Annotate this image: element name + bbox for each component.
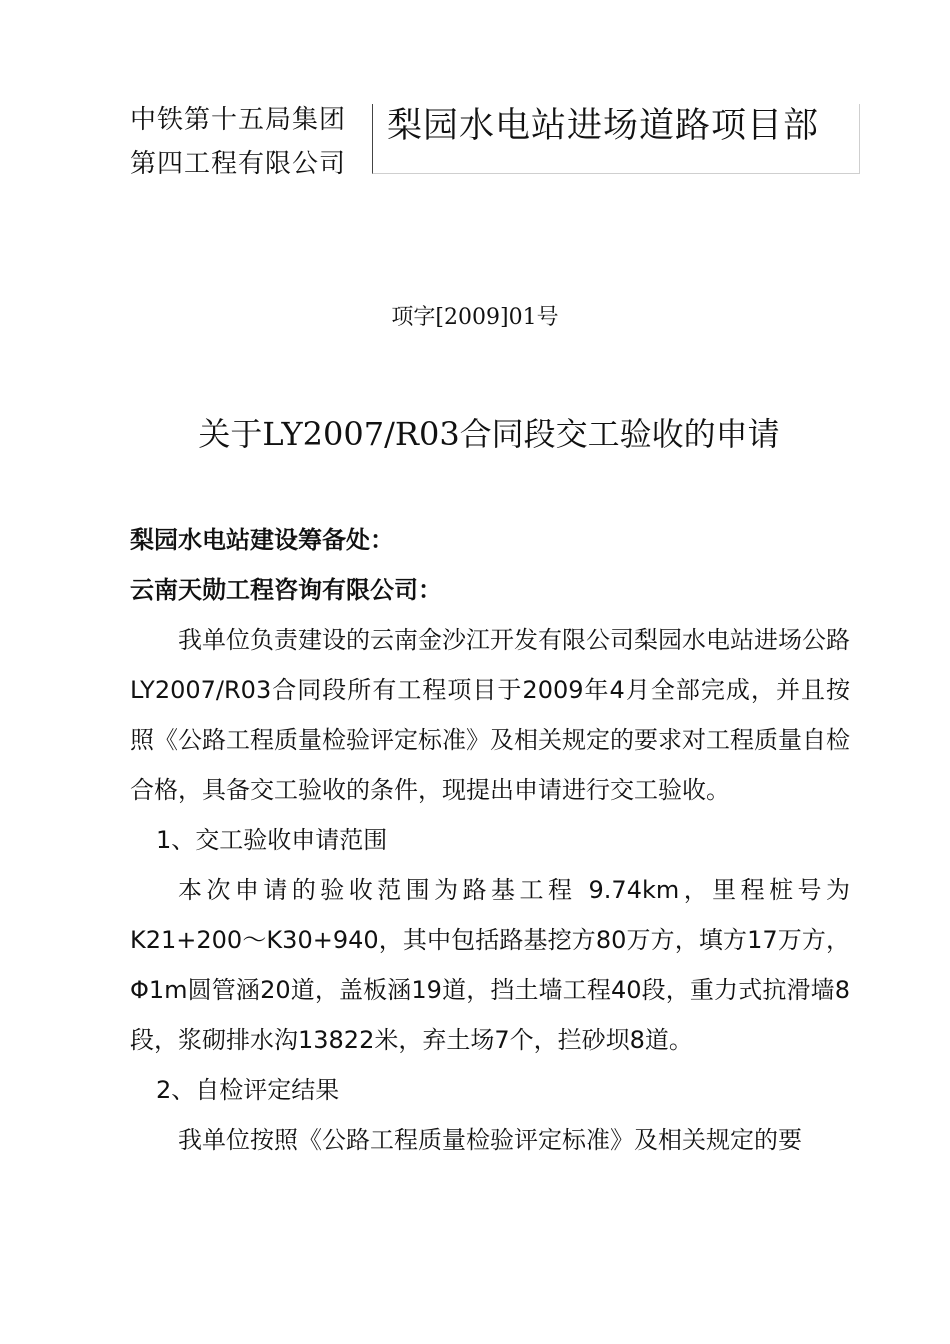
project-department-box [372,104,860,174]
document-title: 关于LY2007/R03合同段交工验收的申请 [198,415,780,453]
section-1-paragraph: 本次申请的验收范围为路基工程 9.74km，里程桩号为K21+200～K30+940，其中包括路基挖方80万方，填方17万方，Φ1m圆管涵20道，盖板涵19道，挡土墙工程40段，重力式抗滑墙8段，浆砌排水沟13822米，弃土场7个，拦砂坝8道。 [130,876,850,1054]
section-2-paragraph: 我单位按照《公路工程质量检验评定标准》及相关规定的要 [178,1126,802,1154]
addressee-1: 梨园水电站建设筹备处： [130,526,394,554]
issuer-name-line-2: 第四工程有限公司 [130,149,347,179]
addressee-2: 云南天勋工程咨询有限公司： [130,576,442,604]
document-body [130,515,850,1165]
document-number: 项字[2009]01号 [391,305,559,330]
section-2-heading: 2、自检评定结果 [156,1076,340,1104]
issuer-organization [130,98,365,186]
project-department-name: 梨园水电站进场道路项目部 [387,106,820,146]
section-1-heading: 1、交工验收申请范围 [156,826,388,854]
issuer-name-line-1: 中铁第十五局集团 [130,105,347,135]
intro-paragraph: 我单位负责建设的云南金沙江开发有限公司梨园水电站进场公路LY2007/R03合同段所有工程项目于2009年4月全部完成，并且按照《公路工程质量检验评定标准》及相关规定的要求对工程质量自检合格，具备交工验收的条件，现提出申请进行交工验收。 [130,626,850,804]
